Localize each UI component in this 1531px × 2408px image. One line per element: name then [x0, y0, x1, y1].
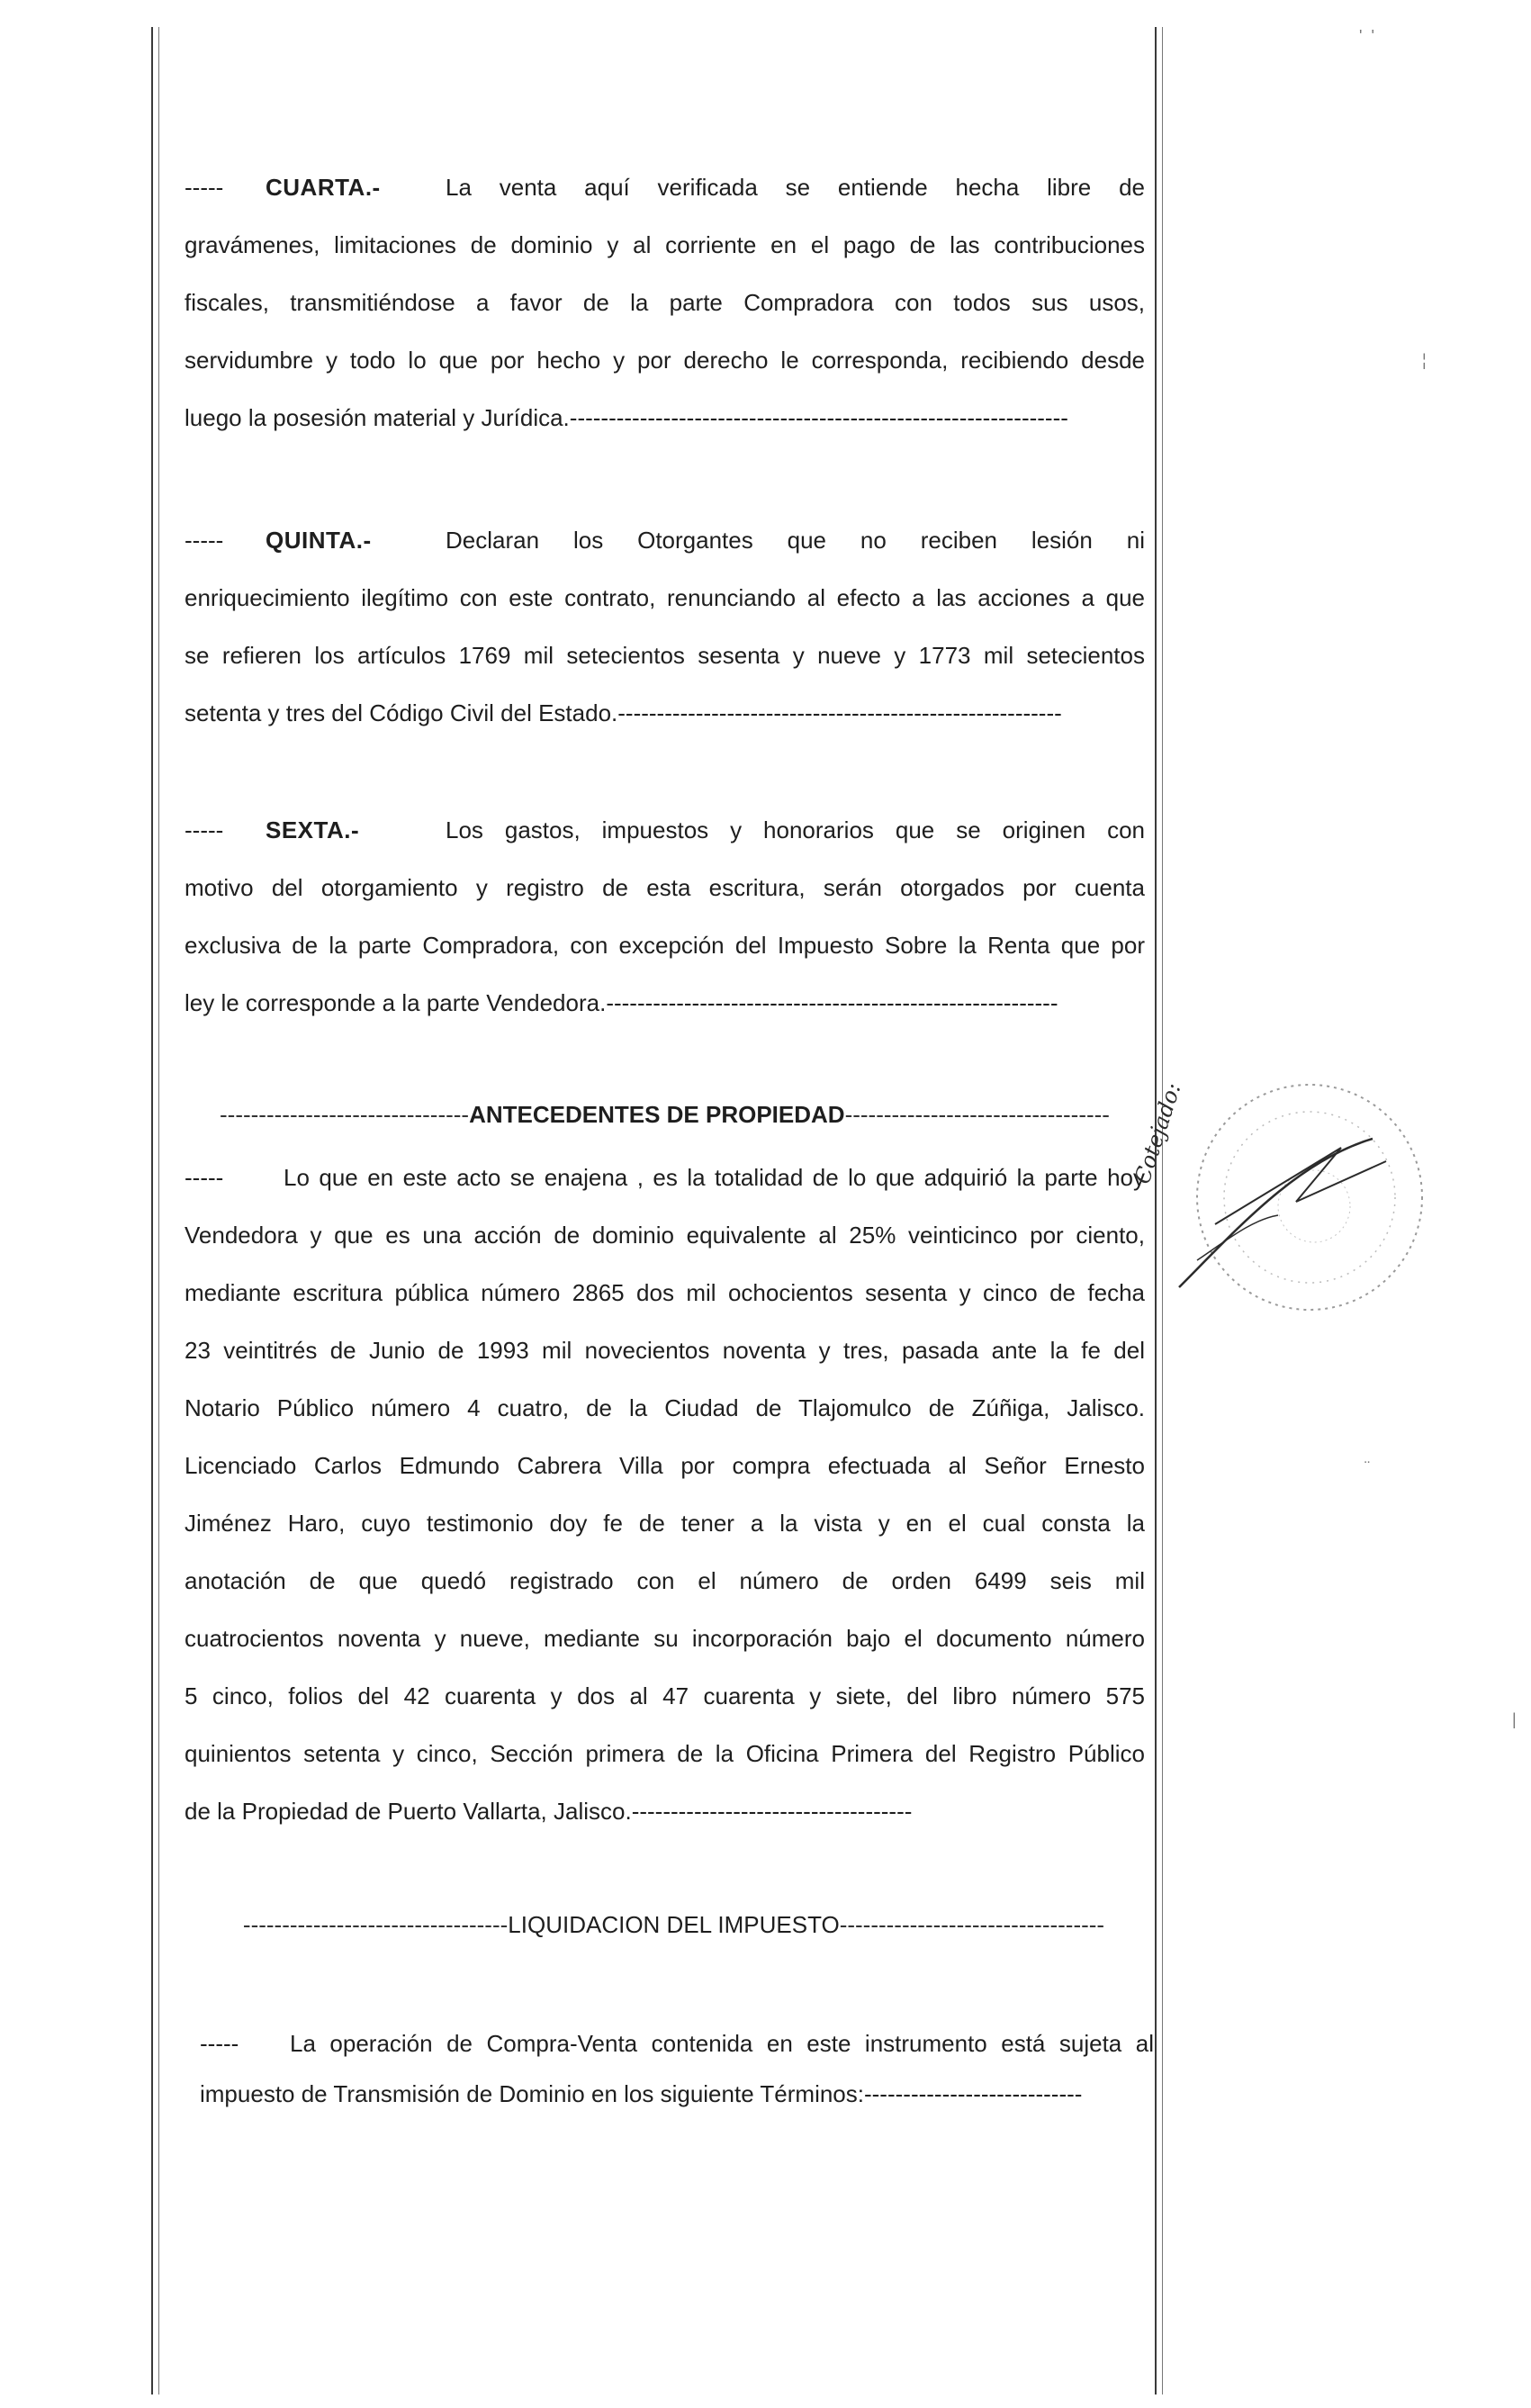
clause-line — [185, 519, 1145, 562]
section-line: Vendedora y que es una acción de dominio equivalente al 25% veinticinco por ciento, — [185, 1222, 1145, 1249]
section-title-text: ANTECEDENTES DE PROPIEDAD — [469, 1101, 845, 1128]
dash-lead: ----- — [185, 527, 224, 554]
section-line: quinientos setenta y cinco, Sección primera de la Oficina Primera del Registro Público — [185, 1740, 1145, 1767]
section-line: Jiménez Haro, cuyo testimonio doy fe de tener a la vista y en el cual consta la — [185, 1510, 1145, 1537]
clause-line — [185, 808, 1145, 852]
section-line — [200, 2022, 1154, 2065]
section-text: La operación de Compra-Venta contenida en este instrumento está sujeta al — [290, 2030, 1154, 2057]
section-line — [185, 1156, 1145, 1199]
section-line: Notario Público número 4 cuatro, de la Ciudad de Tlajomulco de Zúñiga, Jalisco. — [185, 1394, 1145, 1421]
dash-lead: ----- — [185, 174, 224, 201]
clause-line: gravámenes, limitaciones de dominio y al corriente en el pago de las contribuciones — [185, 231, 1145, 258]
clause-line — [185, 166, 1145, 209]
clause-text: Declaran los Otorgantes que no reciben lesión ni — [446, 527, 1145, 554]
section-line: mediante escritura pública número 2865 dos mil ochocientos sesenta y cinco de fecha — [185, 1279, 1145, 1306]
left-margin-rule — [151, 27, 153, 2394]
section-title-liquidacion: ----------------------------------LIQUIDACION DEL IMPUESTO---------------------------------- — [242, 1911, 1105, 1938]
section-line: 23 veintitrés de Junio de 1993 mil novecientos noventa y tres, pasada ante la fe del — [185, 1337, 1145, 1364]
clause-text: La venta aquí verificada se entiende hecha libre de — [446, 174, 1145, 201]
dash-lead: ----- — [200, 2030, 239, 2057]
section-title-text: LIQUIDACION DEL IMPUESTO — [508, 1911, 840, 1938]
right-margin-rule — [1155, 27, 1157, 2394]
left-margin-rule-inner — [158, 27, 159, 2394]
scan-speck: | — [1512, 1710, 1517, 1728]
dash-lead: ----- — [185, 816, 224, 843]
section-line: 5 cinco, folios del 42 cuarenta y dos al 47 cuarenta y siete, del libro número 575 — [185, 1682, 1145, 1709]
clause-line: luego la posesión material y Jurídica.---------------------------------------------------------------- — [185, 404, 1068, 431]
seal-signature-text: Cotejado: — [1130, 1079, 1186, 1187]
clause-line: motivo del otorgamiento y registro de esta escritura, serán otorgados por cuenta — [185, 874, 1145, 901]
dash-lead: ----- — [185, 1164, 224, 1191]
scan-speck: ¦ — [1422, 351, 1427, 369]
clause-line: ley le corresponde a la parte Vendedora.---------------------------------------------------------- — [185, 989, 1058, 1016]
clause-line: servidumbre y todo lo que por hecho y por derecho le corresponda, recibiendo desde — [185, 347, 1145, 374]
scan-speck: ¨ — [1364, 1458, 1370, 1476]
clause-line: exclusiva de la parte Compradora, con excepción del Impuesto Sobre la Renta que por — [185, 932, 1145, 959]
clause-heading: CUARTA.- — [266, 174, 381, 201]
section-line: anotación de que quedó registrado con el número de orden 6499 seis mil — [185, 1567, 1145, 1594]
section-line: de la Propiedad de Puerto Vallarta, Jalisco.------------------------------------ — [185, 1798, 913, 1825]
section-line: impuesto de Transmisión de Dominio en los siguiente Términos:---------------------------- — [200, 2080, 1083, 2107]
section-line: cuatrocientos noventa y nueve, mediante su incorporación bajo el documento número — [185, 1625, 1145, 1652]
notary-seal-stamp — [1161, 1062, 1431, 1332]
clause-line: se refieren los artículos 1769 mil setecientos sesenta y nueve y 1773 mil setecientos — [185, 642, 1145, 669]
clause-line: enriquecimiento ilegítimo con este contrato, renunciando al efecto a las acciones a que — [185, 584, 1145, 611]
section-line: Licenciado Carlos Edmundo Cabrera Villa por compra efectuada al Señor Ernesto — [185, 1452, 1145, 1479]
clause-line: fiscales, transmitiéndose a favor de la parte Compradora con todos sus usos, — [185, 289, 1145, 316]
clause-text: Los gastos, impuestos y honorarios que se originen con — [446, 816, 1145, 843]
scan-speck: ' ' — [1359, 27, 1374, 45]
section-text: Lo que en este acto se enajena , es la totalidad de lo que adquirió la parte hoy — [284, 1164, 1145, 1191]
clause-line: setenta y tres del Código Civil del Estado.--------------------------------------------------------- — [185, 699, 1062, 726]
clause-heading: QUINTA.- — [266, 527, 372, 554]
section-title-antecedentes: --------------------------------ANTECEDENTES DE PROPIEDAD---------------------------------- — [220, 1101, 1110, 1128]
clause-heading: SEXTA.- — [266, 816, 360, 843]
